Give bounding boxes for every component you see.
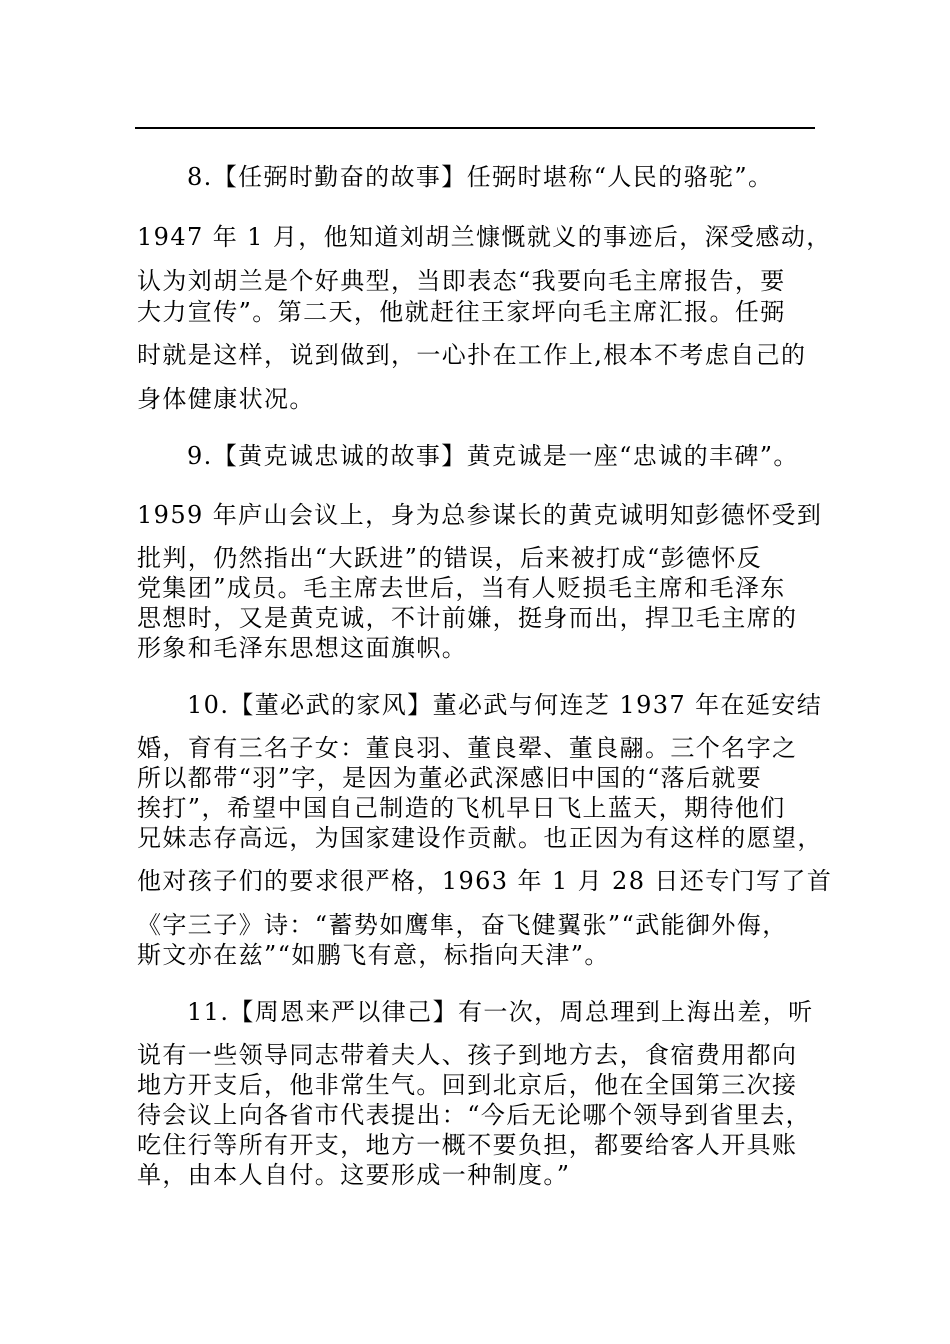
text-line: 《字三子》诗：“蓄势如鹰隼，奋飞健翼张”“武能御外侮，	[137, 911, 788, 939]
text-line: 党集团”成员。毛主席去世后，当有人贬损毛主席和毛泽东	[137, 574, 786, 602]
text-line: 1959 年庐山会议上，身为总参谋长的黄克诚明知彭德怀受到	[137, 501, 823, 529]
text-line: 待会议上向各省市代表提出：“今后无论哪个领导到省里去，	[137, 1101, 812, 1129]
text-line: 所以都带“羽”字，是因为董必武深感旧中国的“落后就要	[137, 764, 763, 792]
text-line: 批判，仍然指出“大跃进”的错误，后来被打成“彭德怀反	[137, 544, 763, 572]
header-rule	[135, 127, 815, 129]
text-line: 认为刘胡兰是个好典型，当即表态“我要向毛主席报告，要	[137, 267, 786, 295]
paragraph-heading: 10.【董必武的家风】董必武与何连芝 1937 年在延安结	[187, 691, 823, 719]
text-line: 兄妹志存高远，为国家建设作贡献。也正因为有这样的愿望，	[137, 824, 823, 852]
text-line: 说有一些领导同志带着夫人、孩子到地方去，食宿费用都向	[137, 1041, 798, 1069]
text-line: 身体健康状况。	[137, 385, 315, 413]
text-line: 大力宣传”。第二天，他就赶往王家坪向毛主席汇报。任弼	[137, 298, 786, 326]
text-line: 吃住行等所有开支，地方一概不要负担，都要给客人开具账	[137, 1131, 798, 1159]
text-line: 地方开支后，他非常生气。回到北京后，他在全国第三次接	[137, 1071, 798, 1099]
text-line: 斯文亦在兹”“如鹏飞有意，标指向天津”。	[137, 941, 610, 969]
text-line: 思想时，又是黄克诚，不计前嫌，挺身而出，捍卫毛主席的	[137, 604, 798, 632]
text-line: 挨打”，希望中国自己制造的飞机早日飞上蓝天，期待他们	[137, 794, 786, 822]
text-line: 1947 年 1 月，他知道刘胡兰慷慨就义的事迹后，深受感动，	[137, 223, 832, 251]
text-line: 单，由本人自付。这要形成一种制度。”	[137, 1161, 571, 1189]
text-line: 婚，育有三名子女：董良羽、董良翚、董良翮。三个名字之	[137, 734, 798, 762]
paragraph-heading: 9.【黄克诚忠诚的故事】黄克诚是一座“忠诚的丰碑”。	[187, 442, 799, 470]
text-line: 形象和毛泽东思想这面旗帜。	[137, 634, 468, 662]
text-line: 他对孩子们的要求很严格，1963 年 1 月 28 日还专门写了首	[137, 867, 833, 895]
text-line: 时就是这样，说到做到，一心扑在工作上,根本不考虑自己的	[137, 341, 807, 369]
paragraph-heading: 11.【周恩来严以律己】有一次，周总理到上海出差，听	[187, 998, 814, 1026]
paragraph-heading: 8.【任弼时勤奋的故事】任弼时堪称“人民的骆驼”。	[187, 163, 774, 191]
